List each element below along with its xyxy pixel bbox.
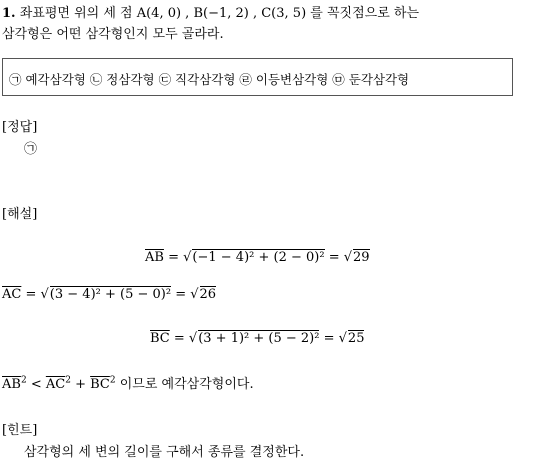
radicand-ab: (−1 − 4)² + (2 − 0)² xyxy=(192,250,325,265)
question-line-1 xyxy=(2,2,419,21)
equation-ac: $\overline{AC} = √(3 - 4)^2 + (5 - 0)^2 = √26$ xyxy=(2,287,217,302)
question-text-2: 삼각형은 어떤 삼각형인지 모두 골라라. xyxy=(2,27,224,42)
segment-ab: $\overline{AB}$ xyxy=(145,250,164,265)
result-bc: 25 xyxy=(347,331,365,346)
question-text-1: 좌표평면 위의 세 점 A(4, 0) , B(−1, 2) , C(3, 5) 를 꼭짓점으로 하는 xyxy=(19,6,419,21)
answer-value: ㉠ xyxy=(24,142,38,157)
conclusion-text: 이므로 예각삼각형이다. xyxy=(119,377,254,392)
conclusion-ac: $\overline{AC}$ xyxy=(45,377,66,392)
equation-ab: $\overline{AB} = √(-1 - 4)^2 + (2 - 0)^2 = √29$ xyxy=(145,250,370,265)
segment-ac: $\overline{AC}$ xyxy=(2,287,22,302)
segment-bc: $\overline{BC}$ xyxy=(150,331,170,346)
choices-text: ㉠ 예각삼각형 ㉡ 정삼각형 ㉢ 직각삼각형 ㉣ 이등변삼각형 ㉤ 둔각삼각형 xyxy=(9,72,410,87)
question-number: 1. xyxy=(2,6,16,21)
result-ac: 26 xyxy=(199,287,217,302)
choices-box xyxy=(2,58,513,96)
result-ab: 29 xyxy=(353,250,370,265)
solution-label: [해설] xyxy=(2,207,38,222)
conclusion-bc: $\overline{BC}$ xyxy=(90,377,110,392)
hint-label: [힌트] xyxy=(2,423,38,438)
conclusion: $\overline{AB}^2 < \overline{AC}^2 + \overline{BC}^2$ 이므로 예각삼각형이다. xyxy=(2,375,254,392)
conclusion-ab: $\overline{AB}$ xyxy=(2,377,21,392)
radicand-ac: (3 − 4)² + (5 − 0)² xyxy=(49,287,172,302)
radicand-bc: (3 + 1)² + (5 − 2)² xyxy=(198,331,320,346)
hint-text: 삼각형의 세 변의 길이를 구해서 종류를 결정한다. xyxy=(24,445,305,460)
answer-label: [정답] xyxy=(2,120,38,135)
equation-bc: $\overline{BC} = √(3 + 1)^2 + (5 - 2)^2 = √25$ xyxy=(150,331,365,346)
